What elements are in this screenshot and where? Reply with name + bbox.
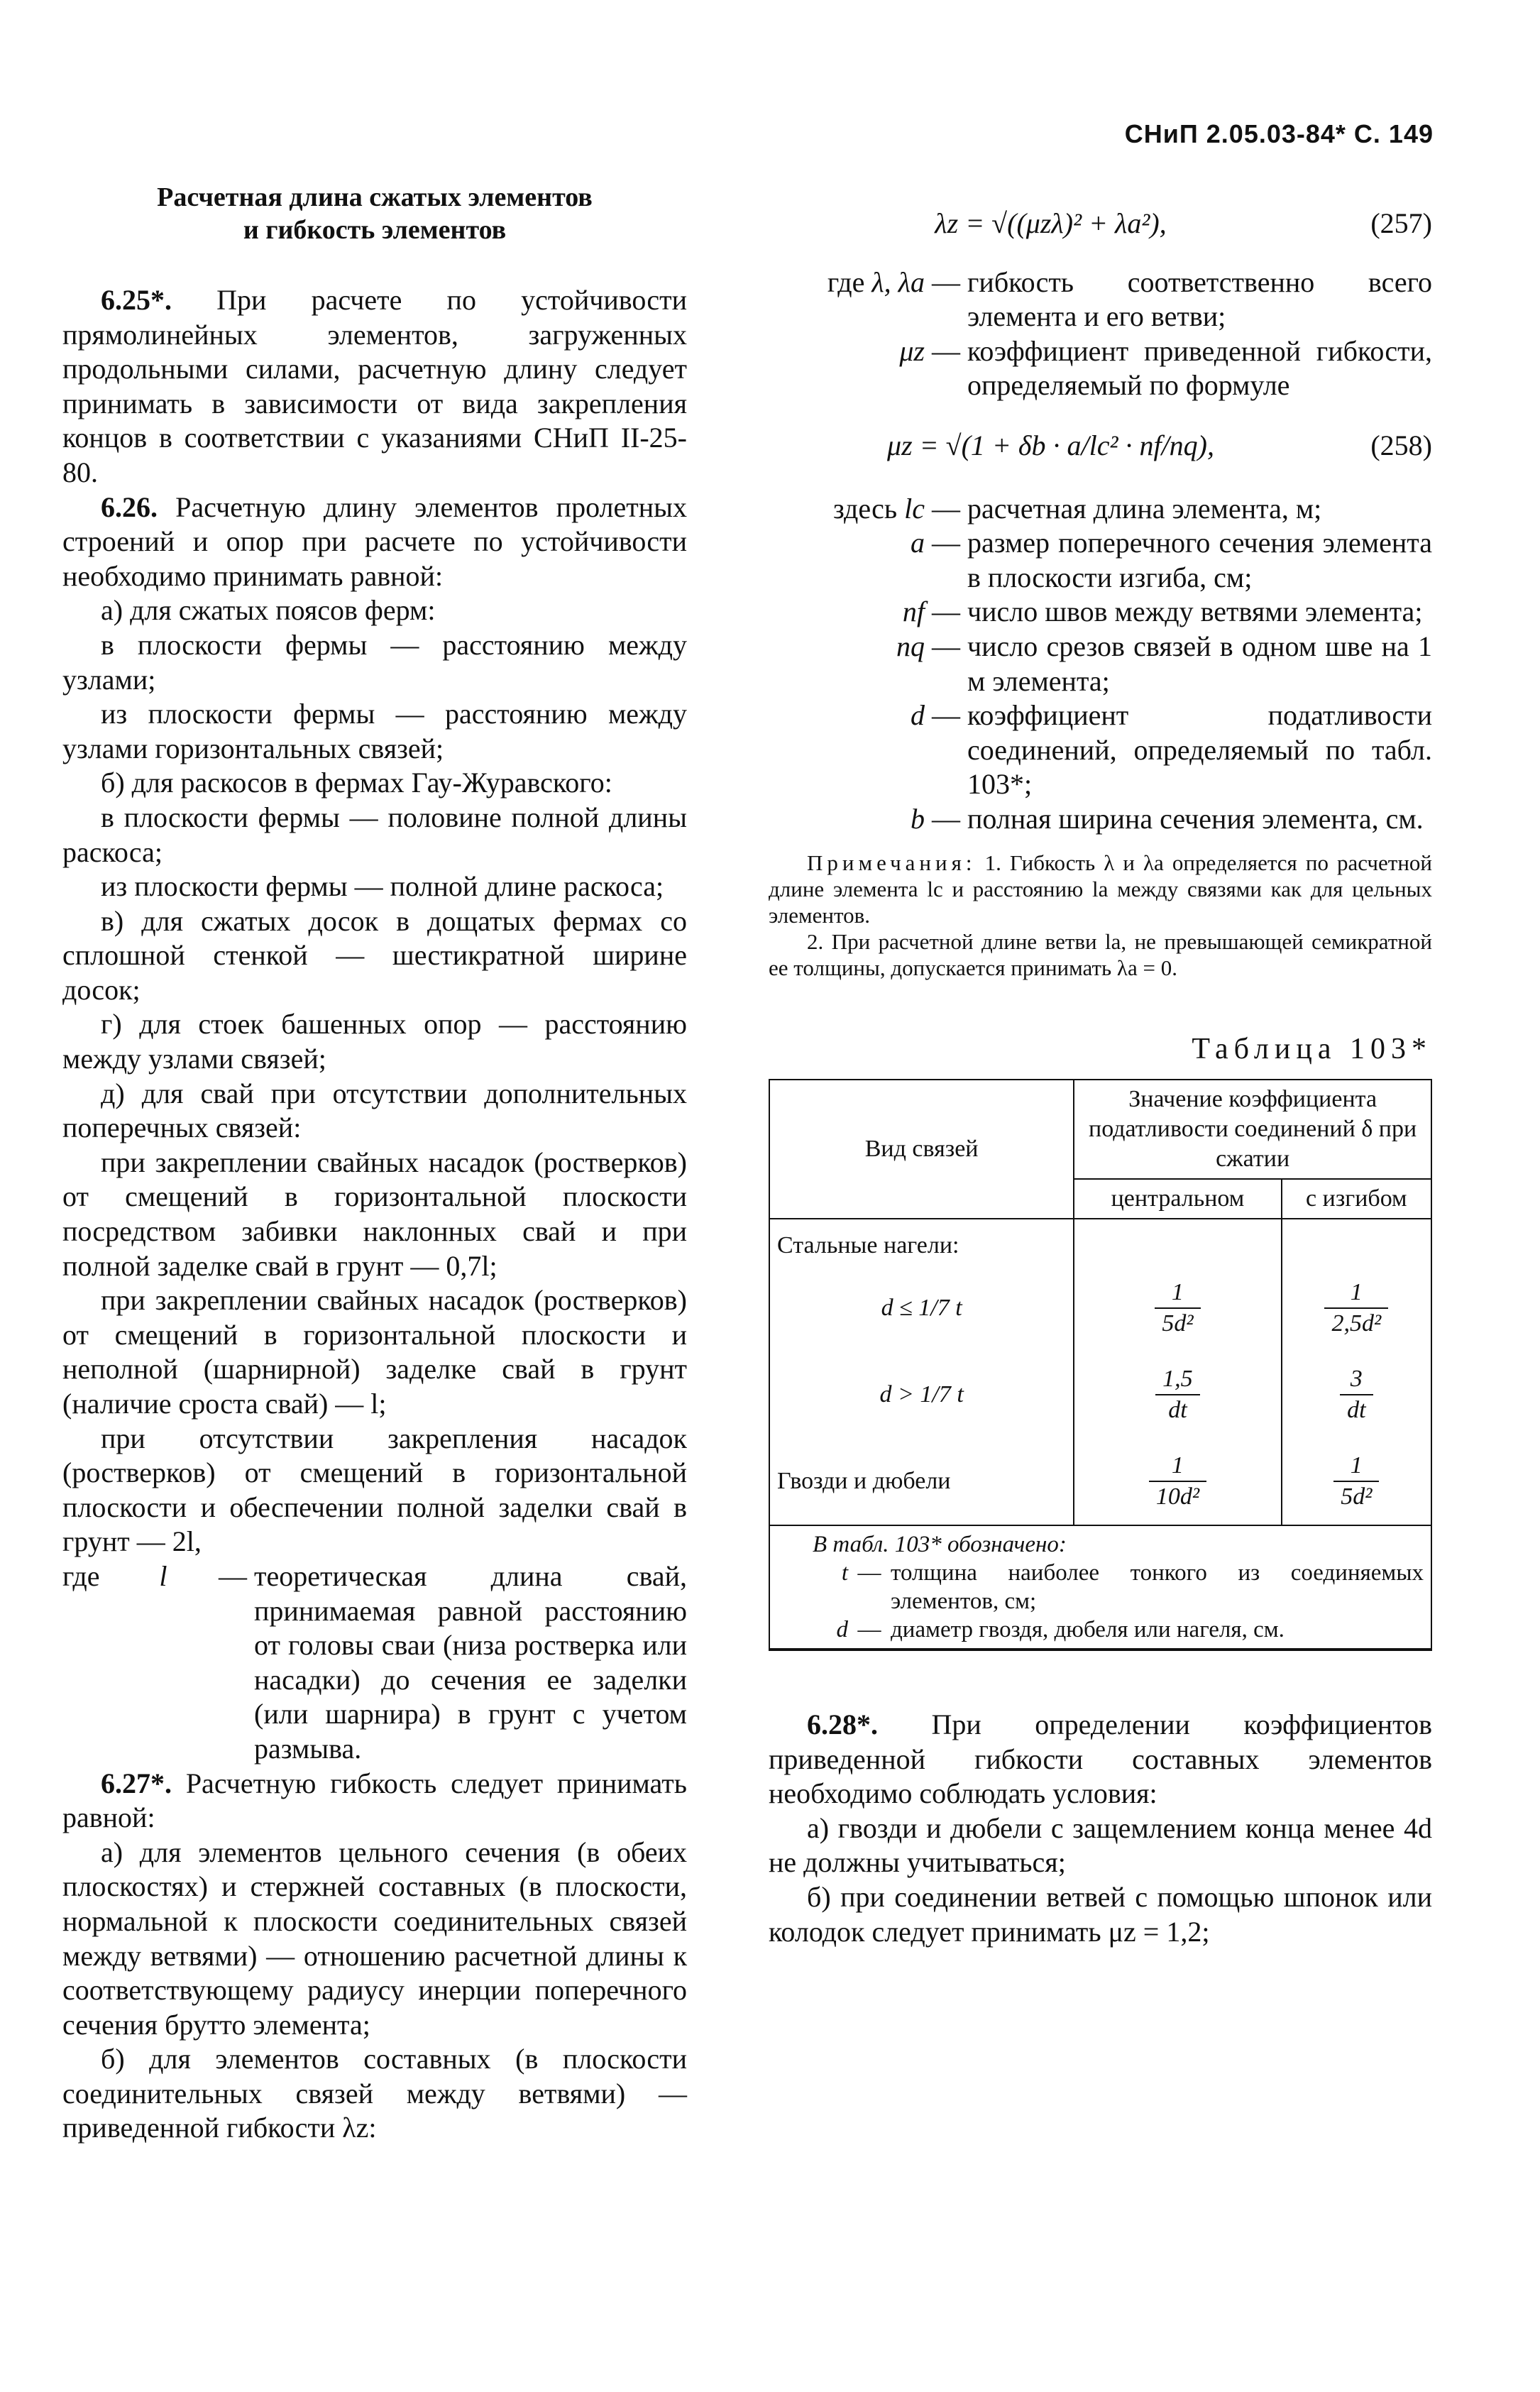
item-b2: из плоскости фермы — полной длине раскоса; (101, 870, 664, 903)
definition-item (769, 630, 1432, 698)
row1-central: $\frac{1}{\text{5d²}}$ (1074, 1265, 1281, 1351)
item-d3: при отсутствии закрепления насадок (ростверков) от смещений в горизонтальной плоскости и обеспечении полной заделки свай в грунт — 2l, (62, 1422, 687, 1558)
definition-item (769, 526, 1432, 595)
row3-name: Гвозди и дюбели (770, 1438, 1074, 1525)
row2-central: $\frac{1,5}{dt}$ (1074, 1351, 1281, 1438)
item-g: г) для стоек башенных опор — расстоянию между узлами связей; (62, 1008, 687, 1075)
definition-item (769, 802, 1432, 837)
definition-symbol: nf (902, 596, 925, 628)
clause-number: 6.26. (101, 490, 158, 523)
definition-item (769, 265, 1432, 334)
clause-6-25 (62, 283, 687, 490)
formula-expression: λz = √((μzλ)² + λa²), (935, 207, 1167, 239)
definition-text: размер поперечного сечения элемента в плоскости изгиба, см; (967, 527, 1432, 593)
definition-text: коэффициент приведенной гибкости, определяемый по формуле (967, 334, 1432, 402)
definition-symbol: где λ, λa (827, 265, 925, 298)
definition-symbol: μz (899, 334, 925, 367)
definition-symbol: b (911, 802, 925, 835)
dash: — (932, 492, 960, 525)
table-note-d: диаметр гвоздя, дюбеля или нагеля, см. (891, 1617, 1285, 1643)
page-header: СНиП 2.05.03-84* С. 149 (1124, 119, 1434, 148)
header-bending: с изгибом (1282, 1179, 1431, 1219)
formula-258 (769, 429, 1432, 463)
table-note-caption: В табл. 103* обозначено: (813, 1532, 1067, 1558)
notes-label: Примечания: (807, 850, 977, 875)
item-r2: б) при соединении ветвей с помощью шпонок или колодок следует принимать μz = 1,2; (769, 1881, 1432, 1948)
definition-symbol: a (911, 527, 925, 559)
heading-line-2: и гибкость элементов (243, 215, 507, 245)
definition-item (769, 492, 1432, 527)
clause-text: Расчетную гибкость следует принимать равной: (62, 1767, 687, 1834)
definition-text: расчетная длина элемента, м; (967, 492, 1322, 525)
definition-item (769, 698, 1432, 802)
item-a: а) для сжатых поясов ферм: (101, 594, 436, 627)
header-central: центральном (1074, 1179, 1281, 1219)
definition-text: коэффициент податливости соединений, определяемый по табл. 103*; (967, 699, 1432, 801)
dash: — (932, 527, 960, 559)
row2-condition: d > 1/7 t (770, 1351, 1074, 1438)
item-d1: при закреплении свайных насадок (ростверков) от смещений в горизонтальной плоскости посредством забивки наклонных свай и при полной заделке свай в грунт — 0,7l; (62, 1146, 687, 1282)
dash: — (857, 1560, 881, 1586)
item-b1: в плоскости фермы — половине полной длины раскоса; (62, 801, 687, 868)
dash: — (932, 265, 960, 298)
formula-257 (769, 207, 1432, 241)
section-heading (62, 181, 687, 246)
dash: — (932, 334, 960, 367)
definition-text: число швов между ветвями элемента; (967, 596, 1423, 628)
row3-bending: $\frac{1}{\text{5d²}}$ (1282, 1438, 1431, 1525)
formula-number: (258) (1370, 429, 1432, 461)
clause-number: 6.25*. (101, 284, 172, 316)
clause-text: При определении коэффициентов приведенной гибкости составных элементов необходимо соблюдать условия: (769, 1708, 1433, 1810)
dash: — (932, 630, 960, 662)
definition-symbol: здесь lc (832, 492, 925, 525)
item-d2: при закреплении свайных насадок (ростверков) от смещений в горизонтальной плоскости и неполной (шарнирной) заделке свай в грунт (наличие сроста свай) — l; (62, 1284, 687, 1420)
dash: — (932, 596, 960, 628)
clause-6-28 (769, 1708, 1432, 1811)
where-label (62, 1559, 211, 1767)
clause-number: 6.28*. (807, 1708, 878, 1741)
notes (769, 850, 1432, 981)
dash: — (932, 699, 960, 732)
item-a2: из плоскости фермы — расстоянию между узлами горизонтальных связей; (62, 698, 687, 764)
table-103 (769, 1079, 1432, 1651)
row1-bending: $\frac{1}{\text{2,5d²}}$ (1282, 1265, 1431, 1351)
definition-text: полная ширина сечения элемента, см. (967, 802, 1424, 835)
formula-expression: μz = √(1 + δb · a/lc² · nf/nq), (886, 429, 1214, 461)
note-2: 2. При расчетной длине ветви la, не превышающей семикратной ее толщины, допускается принимать λa = 0. (769, 928, 1432, 980)
clause-text: Расчетную длину элементов пролетных строений и опор при расчете по устойчивости необходимо принимать равной: (62, 490, 688, 592)
header-coefficient: Значение коэффициента податливости соединений δ при сжатии (1074, 1080, 1431, 1179)
right-column (769, 181, 1432, 1949)
note-1-text: 1. Гибкость λ и λa определяется по расчетной длине элемента lc и расстоянию la между связями как для цельных элементов. (769, 850, 1433, 928)
table-note: В табл. 103* обозначено: t — толщина наиболее тонкого из соединяемых элементов, см; d — диаметр гвоздя, дюбеля или нагеля, см. (770, 1525, 1431, 1649)
item-b: б) для раскосов в фермах Гау-Журавского: (101, 767, 612, 799)
item-r1: а) гвозди и дюбели с защемлением конца менее 4d не должны учитываться; (769, 1811, 1432, 1879)
table-caption: Таблица 103* (1192, 1032, 1432, 1065)
item-e2: б) для элементов составных (в плоскости соединительных связей между ветвями) — приведенной гибкости λz: (62, 2043, 687, 2144)
clause-6-26 (62, 490, 687, 594)
row-group-steel: Стальные нагели: (770, 1219, 1074, 1265)
item-a1: в плоскости фермы — расстоянию между узлами; (62, 628, 687, 696)
where-definition (62, 1559, 687, 1767)
clause-text: При расчете по устойчивости прямолинейных элементов, загруженных продольными силами, расчетную длину следует принимать в зависимости от вида закрепления концов в соответствии с указаниями СНиП II-25-80. (62, 284, 687, 488)
definition-symbol: nq (896, 630, 925, 662)
definition-item (769, 334, 1432, 403)
definition-text: гибкость соответственно всего элемента и его ветви; (967, 265, 1432, 333)
dash: — (932, 802, 960, 835)
definition-item (769, 595, 1432, 630)
left-column (62, 181, 687, 2146)
note-1 (769, 850, 1432, 928)
where-word: где (62, 1559, 100, 1592)
row1-condition: d ≤ 1/7 t (770, 1265, 1074, 1351)
dash: — (857, 1617, 881, 1643)
clause-number: 6.27*. (101, 1767, 172, 1799)
where-text: теоретическая длина свай, принимаемая равной расстоянию от головы сваи (низа ростверка или насадки) до сечения ее заделки (или шарнира) в грунт с учетом размыва. (254, 1559, 687, 1765)
table-note-t: толщина наиболее тонкого из соединяемых элементов, см; (891, 1560, 1424, 1615)
item-d: д) для свай при отсутствии дополнительных поперечных связей: (62, 1077, 687, 1144)
heading-line-1: Расчетная длина сжатых элементов (157, 182, 593, 212)
row3-central: $\frac{1}{\text{10d²}}$ (1074, 1438, 1281, 1525)
definition-symbol: d (911, 699, 925, 732)
clause-6-27 (62, 1767, 687, 1836)
definitions-1 (769, 265, 1432, 403)
where-symbol: l (159, 1559, 167, 1592)
header-bond-type: Вид связей (770, 1080, 1074, 1219)
row2-bending: $\frac{3}{dt}$ (1282, 1351, 1431, 1438)
item-e1: а) для элементов цельного сечения (в обеих плоскостях) и стержней составных (в плоскости, нормальной к плоскости соединительных связей между ветвями) — отношению расчетной длины к соответствующему радиусу инерции поперечного сечения брутто элемента; (62, 1836, 687, 2041)
definitions-2 (769, 492, 1432, 837)
definition-text: число срезов связей в одном шве на 1 м элемента; (967, 630, 1432, 697)
where-dash: — (219, 1559, 247, 1592)
item-v: в) для сжатых досок в дощатых фермах со сплошной стенкой — шестикратной ширине досок; (62, 904, 687, 1006)
formula-number: (257) (1370, 207, 1432, 239)
